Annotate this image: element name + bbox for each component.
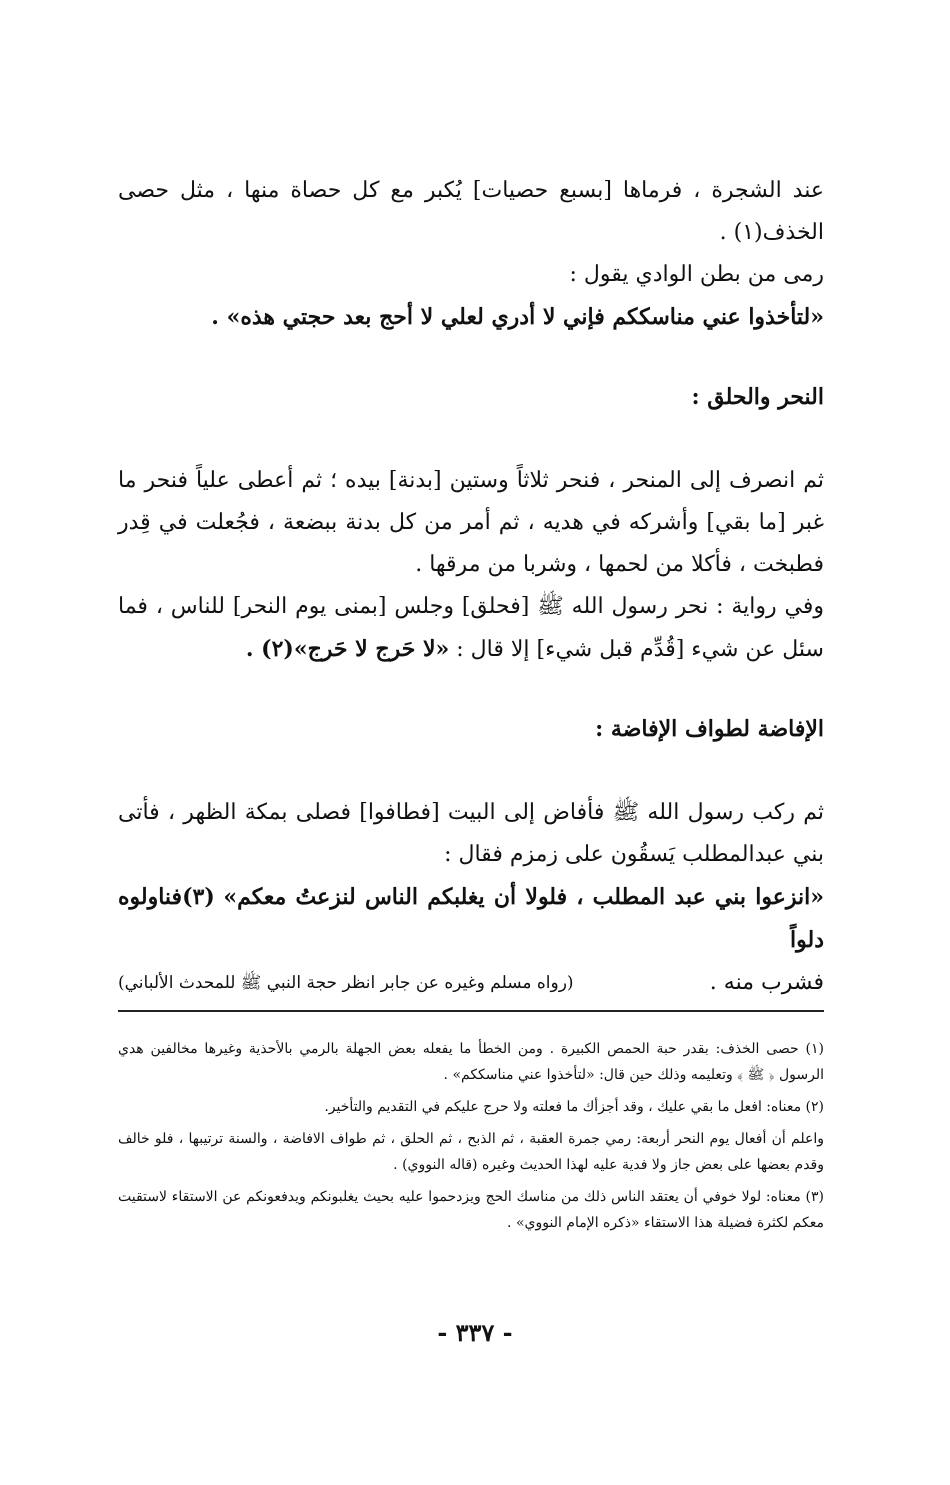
source-reference: (رواه مسلم وغيره عن جابر انظر حجة النبي ﷺ للمحدث الألباني): [118, 973, 574, 993]
footnote-1: (١) حصى الخذف: بقدر حبة الحمص الكبيرة . ومن الخطأ ما يفعله بعض الجهلة بالرمي بالأحذية وغيرها مخالفين هدي الرسول ﴿ ﷺ ﴾ وتعليمه وذلك حين قال: «لتأخذوا عني مناسككم» .: [118, 1041, 824, 1083]
text-line: عند الشجرة ، فرماها [بسبع حصيات] يُكبر مع كل حصاة منها ، مثل حصى الخذف(١) .: [118, 178, 824, 245]
paragraph: [118, 586, 824, 671]
hadith-quote: «لا حَرج لا حَرج»(٢) .: [245, 636, 450, 662]
footnote-marker-text: (٣)فناولوه دلواً: [118, 884, 824, 953]
section-tawaf-body: [118, 792, 824, 1004]
text-line: رمى من بطن الوادي يقول :: [569, 262, 824, 287]
footnote-3: (٣) معناه: لولا خوفي أن يعتقد الناس ذلك من مناسك الحج ويزدحموا عليه بحيث يغلبونكم ويدفعونكم عن الاستقاء لاستقيت معكم لكثرة فضيلة هذا الاستقاء «ذكره الإمام النووي» .: [118, 1189, 824, 1231]
text-line: فشرب منه .: [709, 970, 824, 995]
page-number: - ٣٣٧ -: [437, 1318, 513, 1347]
footnote-2: (٢) معناه: افعل ما بقي عليك ، وقد أجزأك ما فعلته ولا حرج عليكم في التقديم والتأخير.: [324, 1099, 824, 1115]
section-tawaf-ifadah: [118, 708, 824, 750]
hadith-quote: «لتأخذوا عني مناسككم فإني لا أدري لعلي لا أحج بعد حجتي هذه» .: [211, 304, 824, 330]
narration-text: وفي رواية : نحر رسول الله ﷺ [فحلق] وجلس [بمنى يوم النحر] للناس ، فما سئل عن شيء [قُدِّم قبل شيء] إلا قال :: [118, 594, 824, 662]
opening-paragraph: [118, 170, 824, 338]
paragraph: ثم ركب رسول الله ﷺ فأفاض إلى البيت [فطافوا] فصلى بمكة الظهر ، فأتى بني عبدالمطلب يَسقُون على زمزم فقال :: [118, 800, 824, 867]
footnote-2-continued: واعلم أن أفعال يوم النحر أربعة: رمي جمرة العقبة ، ثم الذبح ، ثم الحلق ، ثم طواف الافاضة ، والسنة ترتيبها ، فلو خالف وقدم بعضها على بعض جاز ولا فدية عليه لهذا الحديث وغيره (قاله النووي) .: [118, 1131, 824, 1173]
section-slaughter-shaving: [118, 376, 824, 418]
section-heading: النحر والحلق :: [691, 384, 824, 410]
paragraph: ثم انصرف إلى المنحر ، فنحر ثلاثاً وستين [بدنة] بيده ؛ ثم أعطى علياً فنحر ما غبر [ما بقي] وأشركه في هديه ، ثم أمر من كل بدنة ببضعة ، فجُعلت في قِدر فطبخت ، فأكلا من لحمها ، وشربا من مرقها .: [118, 468, 824, 577]
footnotes: [118, 1036, 824, 1242]
closing-line: [118, 962, 824, 1004]
hadith-quote: «انزعوا بني عبد المطلب ، فلولا أن يغلبكم الناس لنزعتُ معكم»: [223, 884, 824, 910]
footnote-divider: [118, 1010, 824, 1012]
section-slaughter-body: [118, 460, 824, 671]
section-heading: الإفاضة لطواف الإفاضة :: [595, 716, 824, 742]
paragraph: [118, 876, 824, 962]
